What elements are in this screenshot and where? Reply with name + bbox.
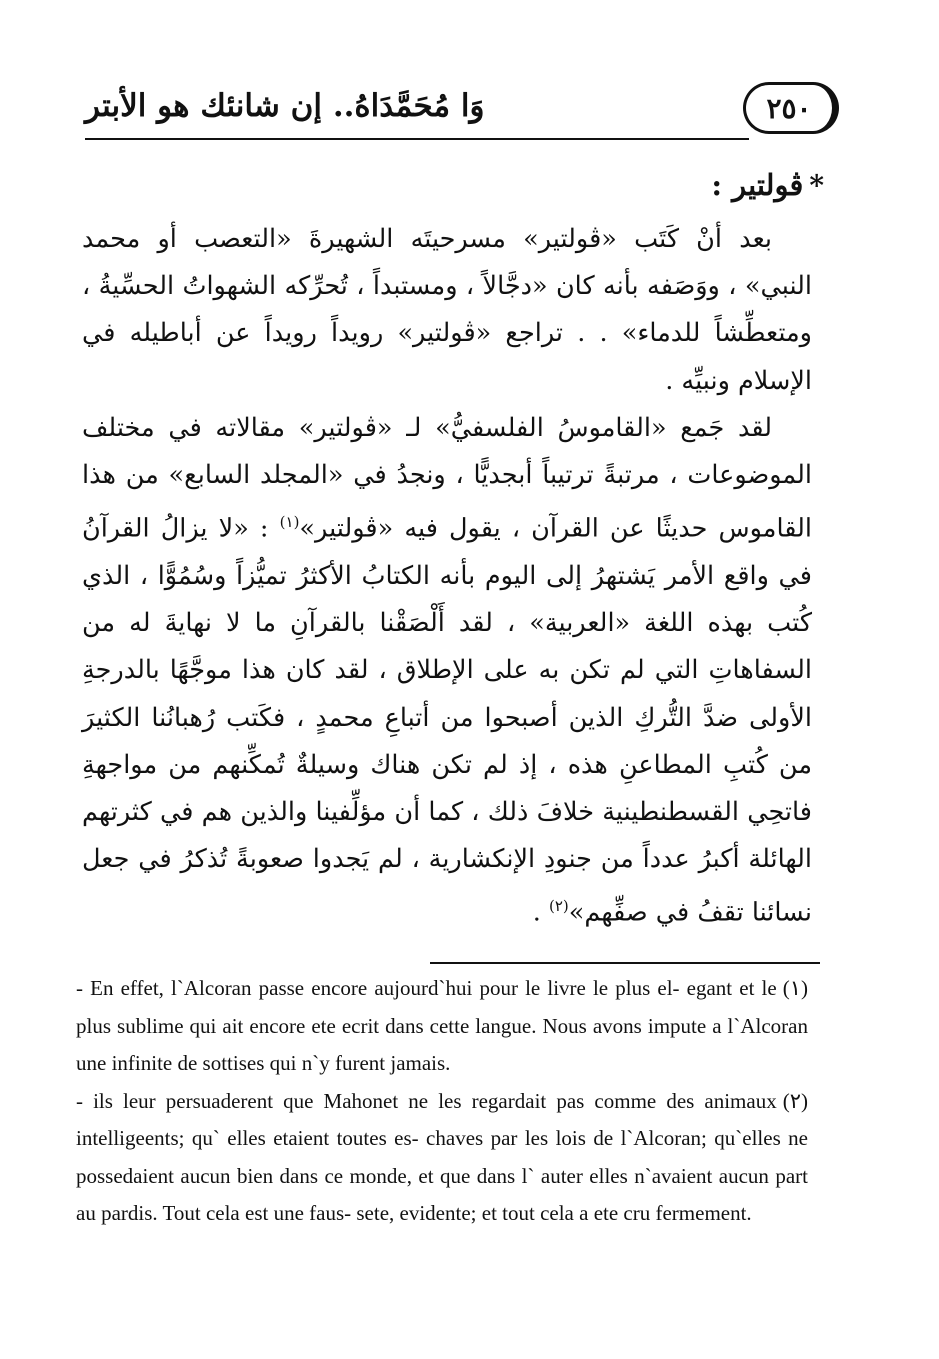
- body-text: [82, 216, 812, 937]
- paragraph-2-part-1: لقد جَمع «القاموسُ الفلسفيُّ» لـ «ڤولتير» مقالاته في مختلف الموضوعات ، مرتبةً ترتيباً أبجديًّا ، ونجدُ في «المجلد السابع» من هذا القاموس حديثًا عن القرآن ، يقول فيه «ڤولتير»: [82, 412, 812, 544]
- paragraph-2-quote: : «لا يزالُ القرآنُ في واقع الأمر يَشتهرُ إلى اليوم بأنه الكتابُ الأكثرُ تميُّزاً وسُمُوًّا ، الذي كُتب بهذه اللغة «العربية» ، لقد أَلْصَقْنا بالقرآنِ ما لا نهايةَ له من السفاهاتِ التي لم تكن به على الإطلاق ، لقد كان هذا موجَّهًا بالدرجةِ الأولى ضدَّ التُّركِ الذين أصبحوا من أتباعِ محمدٍ ، فكَتب رُهبانُنا الكثيرَ من كُتبِ المطاعنِ هذه ، إذ لم تكن هناك وسيلةٌ تُمكِّنهم من مواجهةِ فاتحِي القسطنطينية خلافَ ذلك ، كما أن مؤلِّفينا والذين هم في كثرتهم الهائلة أكبرُ عدداً من جنودِ الإنكشارية ، لم يَجدوا صعوبةً تُذكرُ في جعل نسائنا تقفُ في صفِّهم»: [82, 513, 812, 928]
- footnote-1-number: (١): [782, 976, 808, 1000]
- header-divider: [85, 138, 749, 140]
- footnote-2: [76, 1083, 808, 1233]
- footnote-ref-1: (١): [279, 513, 300, 532]
- footnote-divider: [430, 962, 820, 964]
- running-title: وَا مُحَمَّدَاهُ.. إن شانئك هو الأبتر: [85, 88, 485, 124]
- paragraph-1: بعد أنْ كَتَب «ڤولتير» مسرحيتَه الشهيرةَ «التعصب أو محمد النبي» ، ووَصَفه بأنه كان «دجَّالاً ، ومستبداً ، تُحرِّكه الشهواتُ الحسِّيةُ ، ومتعطِّشاً للدماء» . . تراجع «ڤولتير» رويداً رويداً عن أباطيله في الإسلام ونبيِّه .: [82, 224, 812, 396]
- footnote-1-text: - En effet, l`Alcoran passe encore aujourd`hui pour le livre le plus el- egant et le plus sublime qui ait encore ete ecrit dans cette langue. Nous avons impute a l`Alcoran une infinite de sottises qui n`y furent jamais.: [76, 976, 808, 1075]
- footnote-ref-2: (٢): [549, 897, 569, 916]
- footnote-2-text: - ils leur persuaderent que Mahonet ne les regardait pas comme des animaux intelligeents; qu` elles etaient toutes es- chaves par les lois de l`Alcoran; qu`elles ne possedaient aucun bien dans ce monde, et que dans l` auter elles n`avaient aucun part au pardis. Tout cela est une faus- sete, evidente; et tout cela a ete cru fermement.: [76, 1088, 808, 1225]
- paragraph-2-end: .: [532, 897, 549, 928]
- asterisk-icon: *: [809, 169, 824, 202]
- section-heading-text: ڤولتير :: [711, 168, 804, 202]
- footnote-1: [76, 970, 808, 1083]
- page-header: [85, 82, 845, 144]
- section-heading: [711, 168, 824, 202]
- page-number-badge: ٢٥٠: [743, 82, 839, 134]
- paragraph-2: [82, 405, 812, 937]
- footnote-2-number: (٢): [782, 1088, 808, 1113]
- footnotes: [76, 970, 808, 1233]
